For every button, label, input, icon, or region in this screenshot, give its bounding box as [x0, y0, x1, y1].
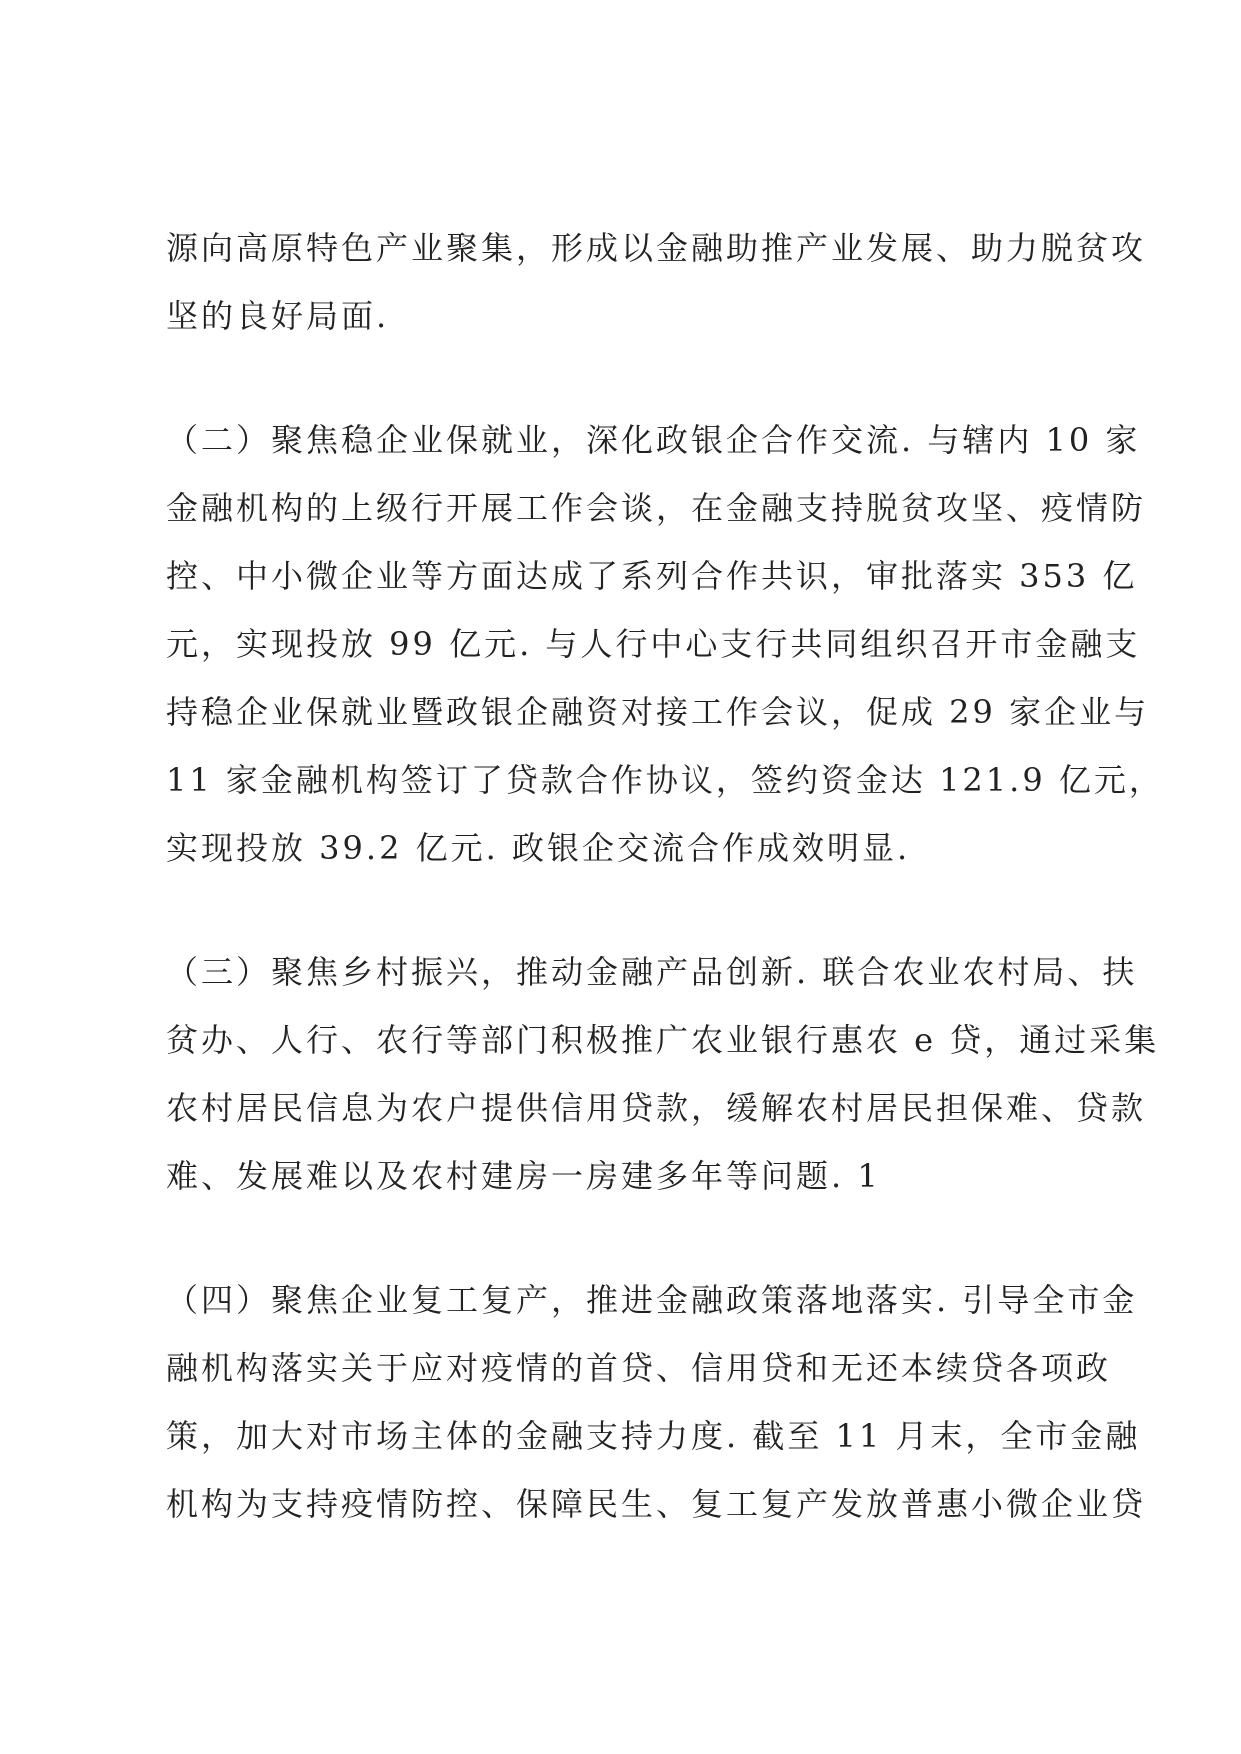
paragraph-2-line-6: 11 家金融机构签订了贷款合作协议，签约资金达 121.9 亿元， [166, 761, 1164, 799]
paragraph-3-line-2: 贫办、人行、农行等部门积极推广农业银行惠农 e 贷，通过采集 [166, 1021, 1160, 1059]
paragraph-3-line-3: 农村居民信息为农户提供信用贷款，缓解农村居民担保难、贷款 [166, 1089, 1147, 1127]
paragraph-4-line-3: 策，加大对市场主体的金融支持力度. 截至 11 月末，全市金融 [166, 1417, 1141, 1455]
paragraph-2-line-3: 控、中小微企业等方面达成了系列合作共识，审批落实 353 亿 [166, 557, 1138, 595]
paragraph-2-line-7: 实现投放 39.2 亿元. 政银企交流合作成效明显. [166, 829, 911, 867]
paragraph-4-line-2: 融机构落实关于应对疫情的首贷、信用贷和无还本续贷各项政 [166, 1349, 1112, 1387]
paragraph-3-line-1: （三）聚焦乡村振兴，推动金融产品创新. 联合农业农村局、扶 [166, 953, 1138, 991]
paragraph-2-line-4: 元，实现投放 99 亿元. 与人行中心支行共同组织召开市金融支 [166, 625, 1141, 663]
paragraph-4-line-1: （四）聚焦企业复工复产，推进金融政策落地落实. 引导全市金 [166, 1281, 1138, 1319]
paragraph-2-line-1: （二）聚焦稳企业保就业，深化政银企合作交流. 与辖内 10 家 [166, 421, 1141, 459]
paragraph-4-line-4: 机构为支持疫情防控、保障民生、复工复产发放普惠小微企业贷 [166, 1485, 1147, 1523]
paragraph-1-line-1: 源向高原特色产业聚集，形成以金融助推产业发展、助力脱贫攻 [166, 229, 1147, 267]
paragraph-1-line-2: 坚的良好局面. [166, 297, 390, 335]
paragraph-2-line-5: 持稳企业保就业暨政银企融资对接工作会议，促成 29 家企业与 [166, 693, 1150, 731]
paragraph-3-line-4: 难、发展难以及农村建房一房建多年等问题. 1 [166, 1157, 881, 1195]
paragraph-2-line-2: 金融机构的上级行开展工作会谈，在金融支持脱贫攻坚、疫情防 [166, 489, 1147, 527]
